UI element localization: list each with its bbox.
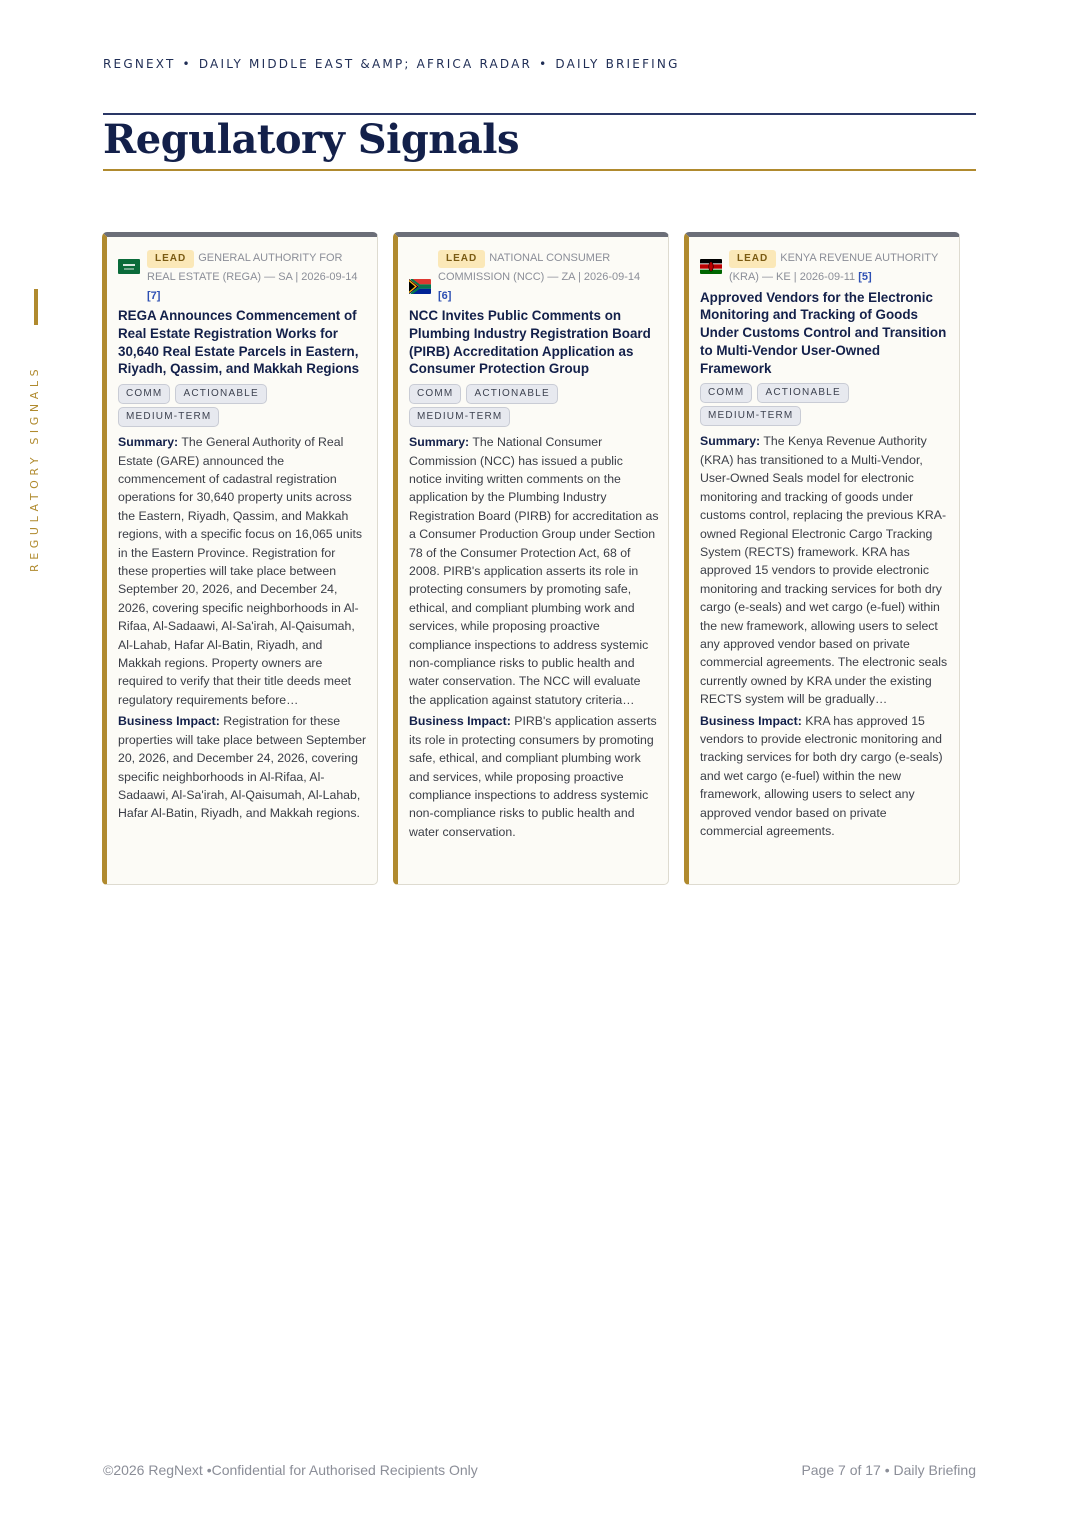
card-summary [700,432,950,708]
card-tags [118,383,368,429]
header-radar: DAILY MIDDLE EAST &AMP; AFRICA RADAR [198,57,533,71]
source-reference-link[interactable]: [5] [858,271,872,283]
signal-card [684,232,960,885]
summary-text: The National Consumer Commission (NCC) has issued a public notice inviting written comments on the application by the Plumbing Industry Registration Board (PIRB) for accreditation as a Consumer Production Group under Section 78 of the Consumer Protection Act, 68 of 2008. PIRB's application asserts its role in protecting consumers by promoting safe, ethical, and compliant plumbing work and services, while proposing proactive compliance inspections to address systemic non-compliance risks to public health and water conservation. The NCC will evaluate the application against statutory criteria… [409,435,659,707]
card-title: Approved Vendors for the Electronic Monitoring and Tracking of Goods Under Customs Control and Transition to Multi-Vendor User-Owned Framework [700,289,947,376]
impact-text: Registration for these properties will take place between September 20, 2026, and December 24, 2026, covering specific neighborhoods in Al-Rifaa, Al-Sadaawi, Al-Sa'irah, Al-Qaisumah, Al-Lahab, Hafar Al-Batin, Riyadh, and Makkah regions. [118,714,367,821]
tag-actionable: ACTIONABLE [466,384,557,404]
tag-actionable: ACTIONABLE [175,384,266,404]
card-meta [118,249,368,305]
card-title: NCC Invites Public Comments on Plumbing Industry Registration Board (PIRB) Accreditation Application as Consumer Protection Group [409,308,651,377]
summary-text: The General Authority of Real Estate (GARE) announced the commencement of cadastral registration operations for 30,640 property units across the Eastern, Riyadh, Qassim, and Makkah regions, with a specific focus on 16,065 units in the Eastern Province. Registration for these properties will take place between September 20, 2026, and December 24, 2026, covering specific neighborhoods in Al-Rifaa, Al-Sadaawi, Al-Sa'irah, Al-Qaisumah, Al-Lahab, Hafar Al-Batin, Riyadh, and Makkah regions. Property owners are required to verify that their title deeds meet regulatory requirements before… [118,435,363,707]
card-tags [409,383,659,429]
tag-comm: COMM [118,384,170,404]
kenya-flag-icon [700,259,722,274]
lead-badge: LEAD [147,250,194,268]
impact-label: Business Impact: [409,714,511,729]
summary-label: Summary: [700,434,761,449]
summary-label: Summary: [409,435,470,450]
card-business-impact [409,712,659,841]
card-meta [409,249,659,305]
card-source: KENYA REVENUE AUTHORITY (KRA) — KE | 2026-09-11 [729,252,939,283]
header-brand: REGNEXT [103,57,176,71]
impact-text: KRA has approved 15 vendors to provide electronic monitoring and tracking services for both dry cargo (e-seals) and wet cargo (e-fuel) within the new framework, allowing users to select any approved vendor based on private commercial agreements. [700,713,943,839]
footer-page-number: Page 7 of 17 • Daily Briefing [801,1462,976,1478]
signal-card [393,232,669,885]
summary-text: The Kenya Revenue Authority (KRA) has transitioned to a Multi-Vendor, User-Owned Seals model for electronic monitoring and tracking of goods under customs control, replacing the previous KRA-owned Regional Electronic Cargo Tracking System (RECTS) framework. KRA has approved 15 vendors to provide electronic monitoring and tracking services for both dry cargo (e-seals) and wet cargo (e-fuel) within the new framework, allowing users to select any approved vendor based on private commercial agreements. The electronic seals currently owned by KRA under the existing RECTS system will be gradually… [700,434,948,707]
tag-comm: COMM [409,384,461,404]
card-summary [118,433,368,709]
header-separator: • [182,57,192,71]
tag-medium-term: MEDIUM-TERM [700,406,801,426]
tag-medium-term: MEDIUM-TERM [409,407,510,427]
summary-label: Summary: [118,435,179,450]
source-reference-link[interactable]: [6] [438,289,452,302]
impact-text: PIRB's application asserts its role in protecting consumers by promoting safe, ethical, and compliant plumbing work and services, while proposing proactive compliance inspections to address systemic non-compliance risks to public health and water conservation. [409,714,657,839]
footer-copyright: ©2026 RegNext •Confidential for Authorised Recipients Only [103,1462,478,1478]
tag-comm: COMM [700,383,752,403]
card-source: GENERAL AUTHORITY FOR REAL ESTATE (REGA) — SA | 2026-09-14 [147,252,358,283]
card-meta [700,249,950,287]
side-section-label: REGULATORY SIGNALS [28,364,41,572]
tag-actionable: ACTIONABLE [757,383,848,403]
lead-badge: LEAD [438,250,485,268]
tag-medium-term: MEDIUM-TERM [118,407,219,427]
header-briefing: DAILY BRIEFING [555,57,680,71]
page-title: Regulatory Signals [103,116,520,163]
header-separator: • [539,57,549,71]
impact-label: Business Impact: [700,713,802,728]
south-africa-flag-icon [409,279,431,294]
impact-label: Business Impact: [118,714,220,729]
running-header [103,57,680,71]
source-reference-link[interactable]: [7] [147,289,161,302]
lead-badge: LEAD [729,250,776,268]
title-block [103,113,976,171]
card-business-impact [118,712,368,822]
saudi-arabia-flag-icon [118,259,140,274]
card-business-impact [700,712,950,841]
card-summary [409,433,659,709]
card-source: NATIONAL CONSUMER COMMISSION (NCC) — ZA | 2026-09-14 [438,252,641,283]
card-tags [700,382,950,428]
card-title: REGA Announces Commencement of Real Estate Registration Works for 30,640 Real Estate Parcels in Eastern, Riyadh, Qassim, and Makkah Regions [118,308,360,377]
signal-card [102,232,378,885]
side-accent-rule [34,289,38,325]
